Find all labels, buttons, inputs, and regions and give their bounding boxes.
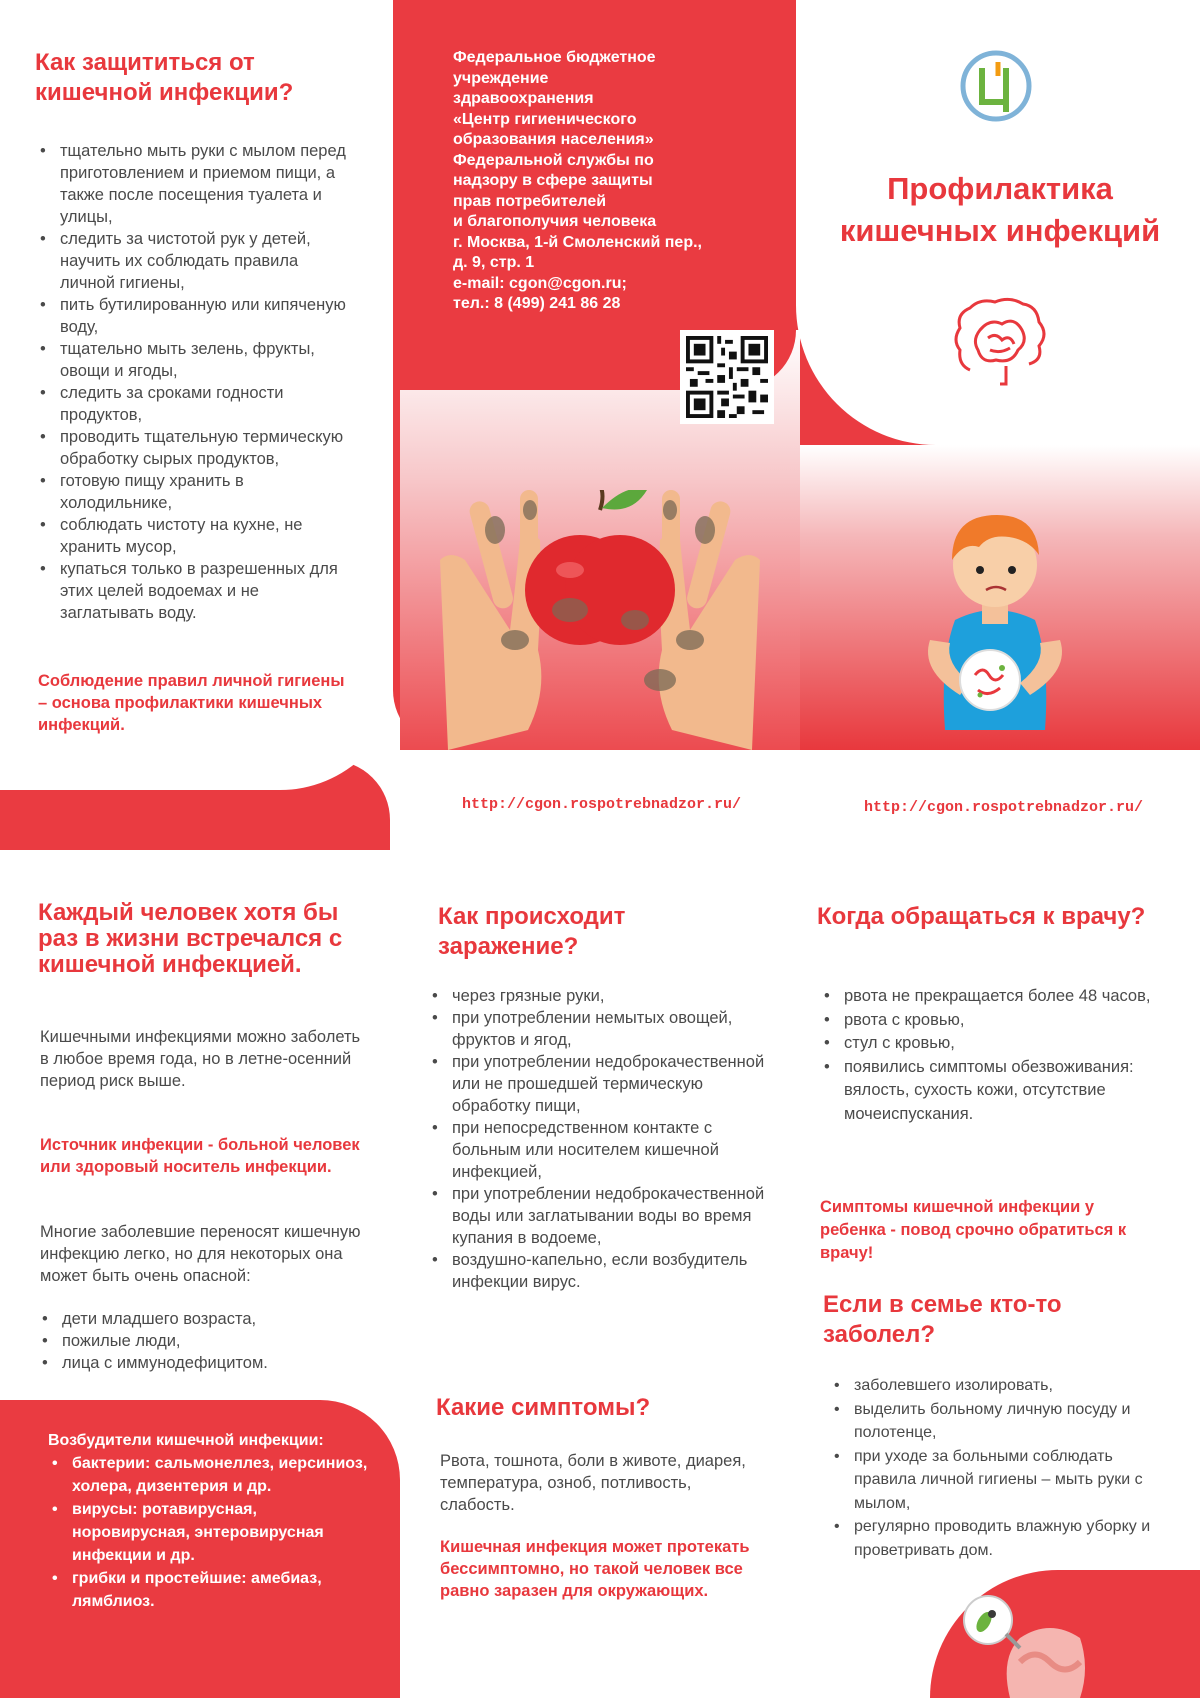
- list-item: • появились симптомы обезвоживания: вялость, сухость кожи, отсутствие мочеиспускания.: [820, 1056, 1160, 1127]
- family-list: [830, 1374, 1170, 1562]
- list-item: • грибки и простейшие: амебиаз, лямблиоз.: [48, 1567, 378, 1613]
- info-line: г. Москва, 1-й Смоленский пер.,: [453, 233, 702, 251]
- pathogens-title: Возбудители кишечной инфекции:: [48, 1432, 324, 1449]
- info-line: тел.: 8 (499) 241 86 28: [453, 295, 621, 312]
- list-item: • вирусы: ротавирусная, норовирусная, энтеровирусная инфекции и др.: [48, 1498, 378, 1567]
- infection-route-title: Как происходит заражение?: [438, 903, 626, 960]
- cover-title-line: Профилактика: [887, 171, 1113, 206]
- info-line: здравоохранения: [453, 90, 594, 107]
- risk-text: Многие заболевшие переносят кишечную инфекцию легко, но для некоторых она может быть очень опасной:: [40, 1223, 361, 1285]
- list-item: • при употреблении недоброкачественной воды или заглатывании воды во время купания в водоеме,: [428, 1183, 768, 1249]
- list-item: • рвота с кровью,: [820, 1009, 1160, 1033]
- list-item: • тщательно мыть зелень, фрукты, овощи и ягоды,: [36, 338, 356, 382]
- doctor-list: [820, 985, 1160, 1126]
- symptoms-text: Рвота, тошнота, боли в животе, диарея, температура, озноб, потливость, слабость.: [440, 1452, 746, 1514]
- info-line: д. 9, стр. 1: [453, 254, 535, 271]
- list-item: • готовую пищу хранить в холодильнике,: [36, 470, 356, 514]
- org-info: [453, 48, 773, 315]
- everyone-title: Каждый человек хотя бы раз в жизни встречался с кишечной инфекцией.: [38, 899, 343, 978]
- asymptomatic-emphasis: Кишечная инфекция может протекать бессимптомно, но такой человек все равно заразен для окружающих.: [440, 1538, 750, 1600]
- family-title: Если в семье кто-то заболел?: [823, 1291, 1062, 1348]
- list-item: • купаться только в разрешенных для этих целей водоемах и не заглатывать воду.: [36, 558, 356, 624]
- protect-emphasis: Соблюдение правил личной гигиены – основа профилактики кишечных инфекций.: [38, 672, 345, 734]
- info-line: образования населения»: [453, 131, 654, 148]
- microbe-intestine-icon: [960, 1592, 1090, 1698]
- logo-icon[interactable]: [960, 50, 1032, 122]
- infection-route-list: [428, 985, 768, 1293]
- risk-groups-list: [38, 1308, 368, 1374]
- list-item: • при употреблении недоброкачественной или не прошедшей термическую обработку пищи,: [428, 1051, 768, 1117]
- child-emphasis: Симптомы кишечной инфекции у ребенка - повод срочно обратиться к врачу!: [820, 1198, 1127, 1262]
- info-line: Федеральной службы по: [453, 151, 654, 169]
- list-item: • соблюдать чистоту на кухне, не хранить мусор,: [36, 514, 356, 558]
- list-item: • при уходе за больными соблюдать правила личной гигиены – мыть руки с мылом,: [830, 1445, 1170, 1516]
- pathogens-content: [48, 1430, 378, 1613]
- list-item: • лица с иммунодефицитом.: [38, 1352, 368, 1374]
- website-link[interactable]: http://cgon.rospotrebnadzor.ru/: [864, 799, 1144, 816]
- list-item: • проводить тщательную термическую обработку сырых продуктов,: [36, 426, 356, 470]
- list-item: • пить бутилированную или кипяченую воду,: [36, 294, 356, 338]
- boy-stomach-ache-illustration: [890, 490, 1100, 750]
- cover-title: [800, 168, 1200, 252]
- list-item: • дети младшего возраста,: [38, 1308, 368, 1330]
- pathogens-list: [48, 1452, 378, 1613]
- info-line: Федеральное бюджетное: [453, 49, 656, 66]
- info-line: учреждение: [453, 69, 549, 87]
- list-item: • при непосредственном контакте с больным или носителем кишечной инфекцией,: [428, 1117, 768, 1183]
- dirty-hands-apple-illustration: [420, 490, 780, 750]
- list-item: • заболевшего изолировать,: [830, 1374, 1170, 1398]
- info-line: прав потребителей: [453, 192, 607, 210]
- qr-code[interactable]: [680, 330, 774, 424]
- list-item: • рвота не прекращается более 48 часов,: [820, 985, 1160, 1009]
- list-item: • выделить больному личную посуду и полотенце,: [830, 1398, 1170, 1445]
- list-item: • тщательно мыть руки с мылом перед приготовлением и приемом пищи, а также после посещения туалета и улицы,: [36, 140, 356, 228]
- protect-title: Как защититься от кишечной инфекции?: [35, 49, 294, 106]
- list-item: • пожилые люди,: [38, 1330, 368, 1352]
- seasonal-text: Кишечными инфекциями можно заболеть в любое время года, но в летне-осенний период риск выше.: [40, 1028, 361, 1090]
- protect-list: [36, 140, 356, 624]
- list-item: • следить за чистотой рук у детей, научить их соблюдать правила личной гигиены,: [36, 228, 356, 294]
- website-link[interactable]: http://cgon.rospotrebnadzor.ru/: [462, 796, 742, 813]
- list-item: • воздушно-капельно, если возбудитель инфекции вирус.: [428, 1249, 768, 1293]
- doctor-title: Когда обращаться к врачу?: [817, 903, 1146, 930]
- intestine-icon: [950, 290, 1050, 390]
- list-item: • через грязные руки,: [428, 985, 768, 1007]
- list-item: • бактерии: сальмонеллез, иерсиниоз, холера, дизентерия и др.: [48, 1452, 378, 1498]
- cover-title-line: кишечных инфекций: [839, 213, 1161, 248]
- source-emphasis: Источник инфекции - больной человек или здоровый носитель инфекции.: [40, 1136, 360, 1176]
- list-item: • регулярно проводить влажную уборку и проветривать дом.: [830, 1515, 1170, 1562]
- info-line: «Центр гигиенического: [453, 110, 637, 128]
- list-item: • следить за сроками годности продуктов,: [36, 382, 356, 426]
- info-line: надзору в сфере защиты: [453, 172, 653, 189]
- symptoms-title: Какие симптомы?: [436, 1394, 651, 1421]
- info-line: и благополучия человека: [453, 213, 657, 230]
- info-line: e-mail: cgon@cgon.ru;: [453, 274, 627, 292]
- list-item: • стул с кровью,: [820, 1032, 1160, 1056]
- list-item: • при употреблении немытых овощей, фруктов и ягод,: [428, 1007, 768, 1051]
